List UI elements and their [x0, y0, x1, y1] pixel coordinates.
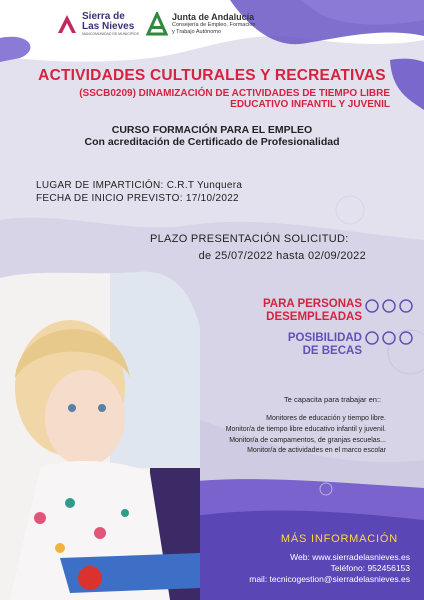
mas-informacion: MÁS INFORMACIÓN: [280, 533, 398, 545]
subtitle-line2: EDUCATIVO INFANTIL Y JUVENIL: [230, 99, 390, 110]
circles-icon-2: [364, 331, 414, 345]
contact-block: [160, 552, 410, 584]
job-item: Monitor/a de actividades en el marco escolar: [247, 447, 386, 455]
junta-logo-sub2: y Trabajo Autónomo: [172, 29, 221, 35]
contact-tel: Teléfono: 952456153: [330, 562, 410, 573]
main-title: ACTIVIDADES CULTURALES Y RECREATIVAS: [38, 67, 386, 84]
sierra-logo-sub: MANCOMUNIDAD DE MUNICIPIOS: [82, 32, 139, 36]
fecha-text: FECHA DE INICIO PREVISTO: 17/10/2022: [36, 193, 239, 204]
sierra-logo-line2: Las Nieves: [82, 21, 135, 32]
junta-logo-name: Junta de Andalucía: [172, 12, 255, 22]
contact-mail[interactable]: mail: tecnicogestion@sierradelasnieves.es: [249, 573, 410, 584]
subtitle: [40, 88, 390, 110]
sierra-logo-line1: Sierra de: [82, 11, 125, 22]
junta-logo-icon: [146, 12, 168, 36]
becas-line1: POSIBILIDAD: [287, 332, 362, 344]
course-line2: Con acreditación de Certificado de Profesionalidad: [84, 136, 340, 148]
jobs-list: [186, 414, 386, 457]
job-item: Monitor/a de campamentos, de granjas escuelas...: [229, 436, 386, 444]
sierra-logo: [56, 12, 139, 36]
contact-web[interactable]: Web: www.sierradelasnieves.es: [290, 552, 410, 562]
personas-line1: PARA PERSONAS: [262, 298, 362, 310]
child-photo: [0, 268, 200, 600]
capacita-heading: Te capacita para trabajar en::: [284, 395, 382, 404]
posibilidad-becas: [236, 332, 362, 358]
lugar-text: LUGAR DE IMPARTICIÓN: C.R.T Yunquera: [36, 180, 243, 191]
becas-line2: DE BECAS: [302, 345, 362, 357]
personas-line2: DESEMPLEADAS: [266, 311, 362, 323]
course-line1: CURSO FORMACIÓN PARA EL EMPLEO: [111, 124, 313, 136]
circles-icon: [364, 299, 414, 313]
subtitle-line1: (SSCB0209) DINAMIZACIÓN DE ACTIVIDADES DE TIEMPO LIBRE: [79, 88, 390, 99]
junta-logo: [146, 12, 255, 36]
plazo-block: [150, 231, 366, 265]
job-item: Monitor/a de tiempo libre educativo infantil y juvenil.: [225, 425, 386, 433]
course-info: [36, 179, 242, 205]
course-heading: [0, 124, 424, 148]
junta-logo-sub1: Consejería de Empleo, Formación: [172, 22, 256, 28]
personas-desempleadas: [236, 298, 362, 324]
sierra-logo-icon: [56, 13, 78, 35]
plazo-dates: de 25/07/2022 hasta 02/09/2022: [198, 250, 366, 262]
job-item: Monitores de educación y tiempo libre.: [266, 415, 386, 422]
plazo-label: PLAZO PRESENTACIÓN SOLICITUD:: [150, 233, 349, 245]
